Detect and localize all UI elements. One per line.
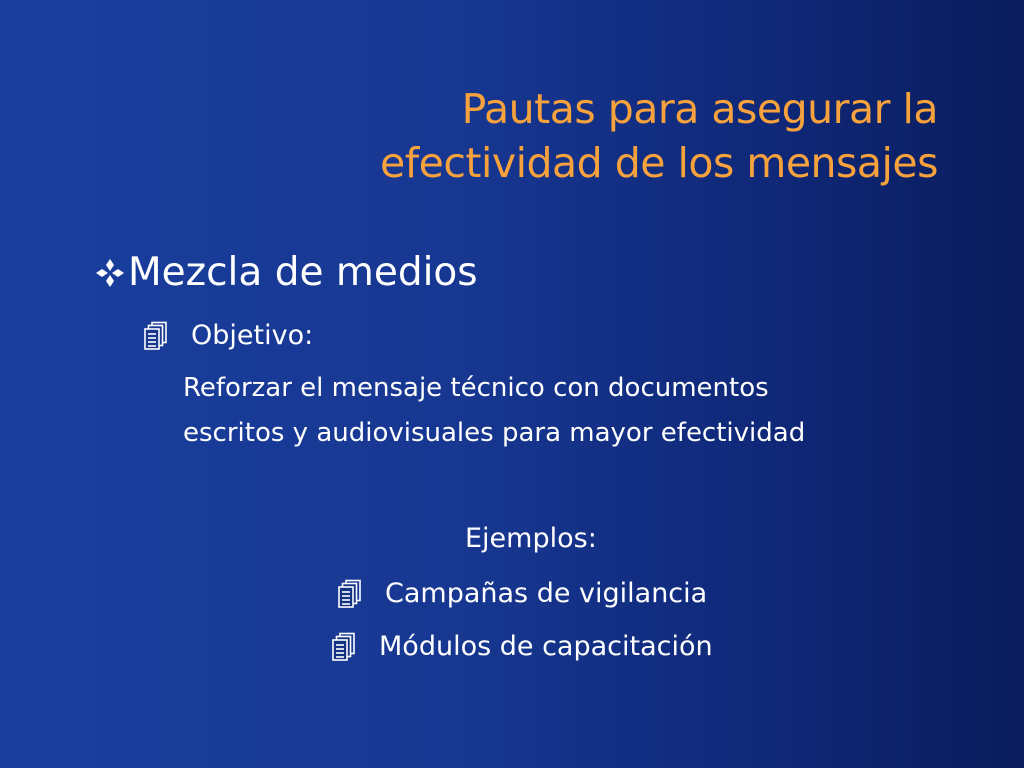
title-line-1: Pautas para asegurar la — [461, 85, 938, 133]
title-line-2: efectividad de los mensajes — [379, 139, 938, 187]
examples-heading: Ejemplos: — [465, 523, 597, 554]
diamond-bullet-icon — [94, 258, 126, 288]
example-label: Campañas de vigilancia — [385, 578, 708, 609]
list-item — [337, 576, 707, 612]
main-bullet — [94, 248, 478, 298]
objective-text-line-1: Reforzar el mensaje técnico con documentos — [183, 373, 769, 403]
main-bullet-label: Mezcla de medios — [128, 250, 478, 295]
documents-icon — [143, 321, 169, 351]
objective-text-line-2: escritos y audiovisuales para mayor efectividad — [183, 418, 806, 448]
objective-item — [143, 318, 313, 354]
documents-icon — [337, 579, 363, 609]
slide-title — [380, 82, 938, 190]
objective-label: Objetivo: — [191, 320, 314, 351]
objective-text — [183, 366, 805, 456]
documents-icon — [331, 632, 357, 662]
example-label: Módulos de capacitación — [379, 631, 713, 662]
list-item — [331, 629, 713, 665]
